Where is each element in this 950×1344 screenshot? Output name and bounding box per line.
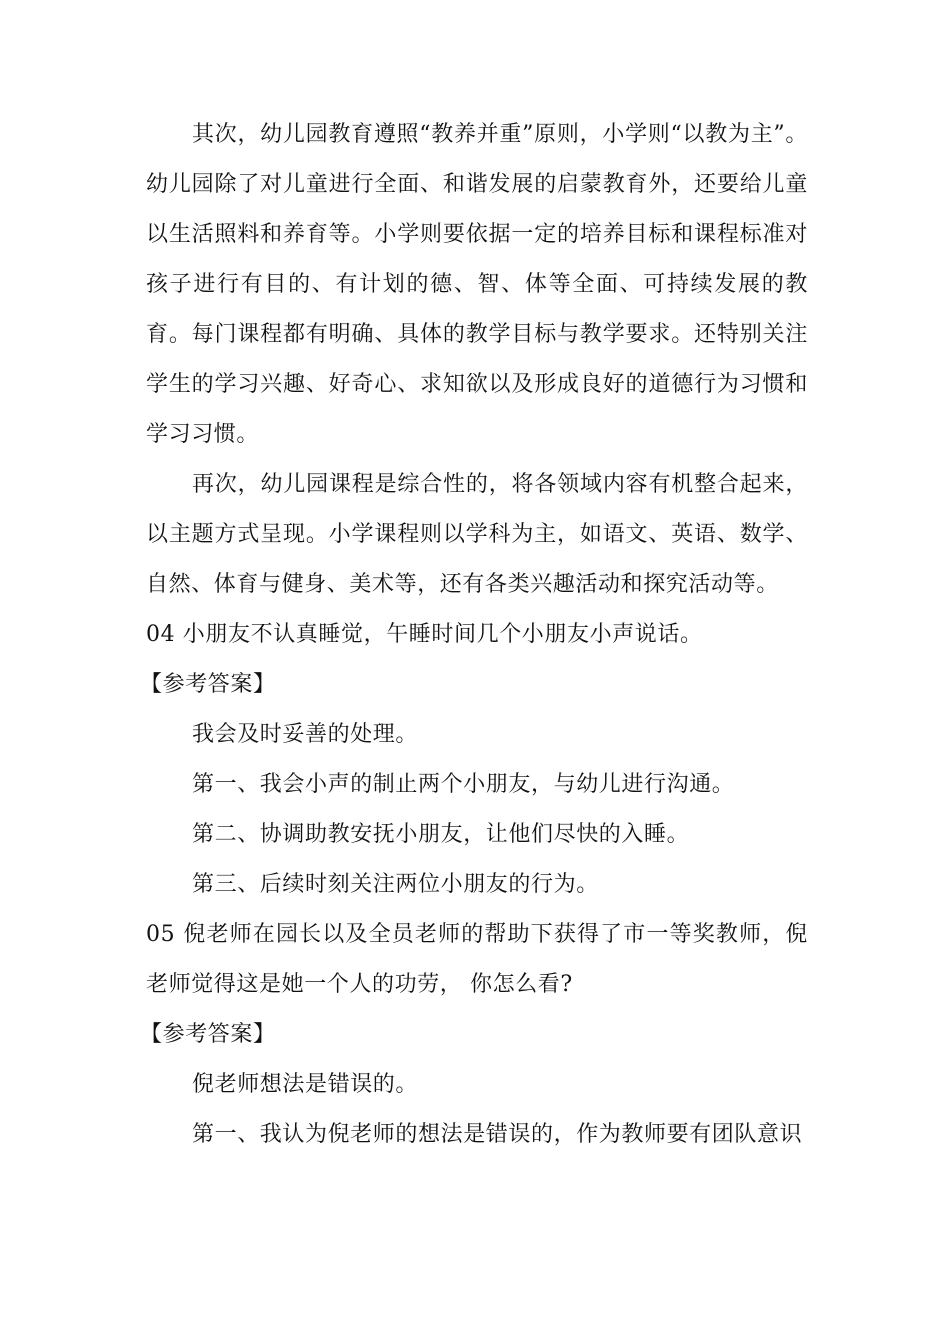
question-04: 04 小朋友不认真睡觉，午睡时间几个小朋友小声说话。 xyxy=(146,622,703,647)
answer-04-line-2: 第一、我会小声的制止两个小朋友，与幼儿进行沟通。 xyxy=(192,772,735,797)
answer-05-line-2: 第一、我认为倪老师的想法是错误的，作为教师要有团队意识 xyxy=(192,1122,803,1147)
answer-04-line-3: 第二、协调助教安抚小朋友，让他们尽快的入睡。 xyxy=(192,822,690,847)
paragraph-education-principle: 其次，幼儿园教育遵照“教养并重”原则，小学则“以教为主”。幼儿园除了对儿童进行全面、和谐发展的启蒙教育外，还要给儿童以生活照料和养育等。小学则要依据一定的培养目标和课程标准对孩子进行有目的、有计划的德、智、体等全面、可持续发展的教育。每门课程都有明确、具体的教学目标与教学要求。还特别关注学生的学习兴趣、好奇心、求知欲以及形成良好的道德行为习惯和学习习惯。 xyxy=(146,122,808,447)
document-page xyxy=(140,110,808,1160)
paragraph-curriculum: 再次，幼儿园课程是综合性的，将各领域内容有机整合起来，以主题方式呈现。小学课程则以学科为主，如语文、英语、数学、自然、体育与健身、美术等，还有各类兴趣活动和探究活动等。 xyxy=(146,472,808,597)
question-05: 05 倪老师在园长以及全员老师的帮助下获得了市一等奖教师，倪老师觉得这是她一个人的功劳， 你怎么看? xyxy=(146,922,808,997)
answer-label-04: 【参考答案】 xyxy=(140,672,276,697)
answer-04-line-4: 第三、后续时刻关注两位小朋友的行为。 xyxy=(192,872,599,897)
answer-label-05: 【参考答案】 xyxy=(140,1022,276,1047)
answer-05-line-1: 倪老师想法是错误的。 xyxy=(192,1072,419,1097)
answer-04-line-1: 我会及时妥善的处理。 xyxy=(192,722,419,747)
